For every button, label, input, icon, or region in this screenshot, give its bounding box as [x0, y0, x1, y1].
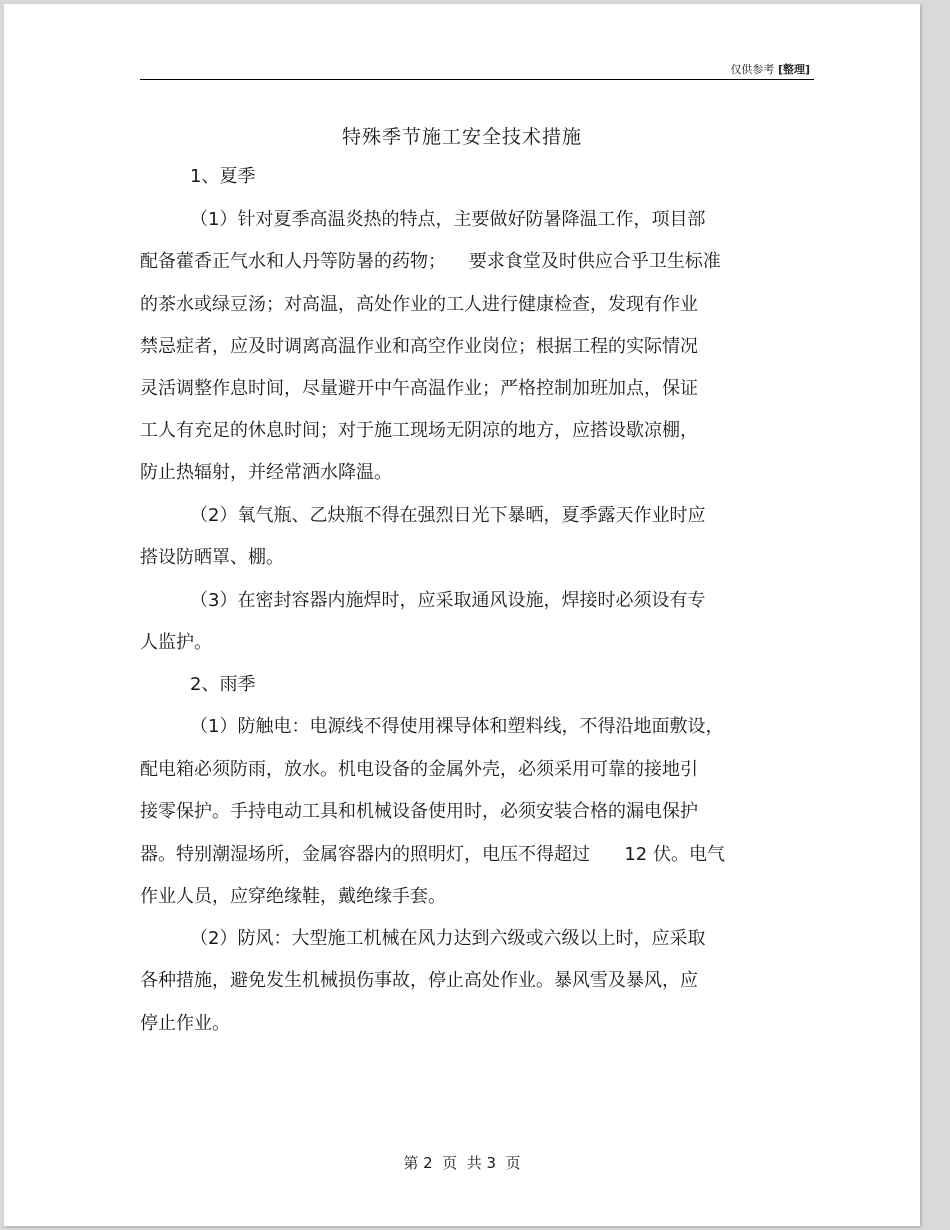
paragraph-line: 作业人员，应穿绝缘鞋，戴绝缘手套。	[140, 886, 446, 907]
paragraph-line: 搭设防晒罩、棚。	[140, 547, 284, 568]
paragraph-line: 工人有充足的休息时间；对于施工现场无阴凉的地方，应搭设歇凉棚，	[140, 420, 698, 441]
paragraph-line: 各种措施，避免发生机械损伤事故，停止高处作业。暴风雪及暴风，应	[140, 970, 698, 991]
paragraph-line: （3）在密封容器内施焊时，应采取通风设施，焊接时必须设有专	[190, 590, 706, 611]
paragraph-line: 的茶水或绿豆汤；对高温，高处作业的工人进行健康检查，发现有作业	[140, 294, 698, 315]
header-rule	[140, 79, 814, 80]
paragraph-line: 防止热辐射，并经常洒水降温。	[140, 462, 392, 483]
paragraph-line: 灵活调整作息时间，尽量避开中午高温作业；严格控制加班加点，保证	[140, 378, 698, 399]
paragraph-line: （2）防风：大型施工机械在风力达到六级或六级以上时，应采取	[190, 928, 706, 949]
paragraph-line: 接零保护。手持电动工具和机械设备使用时，必须安装合格的漏电保护	[140, 801, 698, 822]
header-note-bracket: [整理]	[777, 63, 810, 76]
paragraph-line: 禁忌症者，应及时调离高温作业和高空作业岗位；根据工程的实际情况	[140, 336, 698, 357]
paragraph-line: （1）防触电：电源线不得使用裸导体和塑料线，不得沿地面敷设，	[190, 716, 724, 737]
paragraph-line: 人监护。	[140, 632, 212, 653]
header-note-text: 仅供参考	[730, 63, 775, 76]
paragraph-line: 器。特别潮湿场所，金属容器内的照明灯，电压不得超过 12 伏。电气	[140, 844, 725, 865]
page-number: 第 2 页 共 3 页	[403, 1154, 521, 1172]
section-heading-summer: 1、夏季	[190, 166, 256, 187]
document-page	[4, 4, 920, 1226]
paragraph-line: 配电箱必须防雨，放水。机电设备的金属外壳，必须采用可靠的接地引	[140, 759, 698, 780]
header-note	[730, 61, 810, 77]
section-heading-rainy: 2、雨季	[190, 674, 256, 695]
document-title: 特殊季节施工安全技术措施	[341, 126, 582, 148]
paragraph-line: 配备藿香正气水和人丹等防暑的药物； 要求食堂及时供应合乎卫生标准	[140, 251, 721, 272]
paragraph-line: （2）氧气瓶、乙炔瓶不得在强烈日光下暴晒，夏季露天作业时应	[190, 505, 706, 526]
paragraph-line: （1）针对夏季高温炎热的特点，主要做好防暑降温工作，项目部	[190, 209, 706, 230]
paragraph-line: 停止作业。	[140, 1013, 230, 1034]
